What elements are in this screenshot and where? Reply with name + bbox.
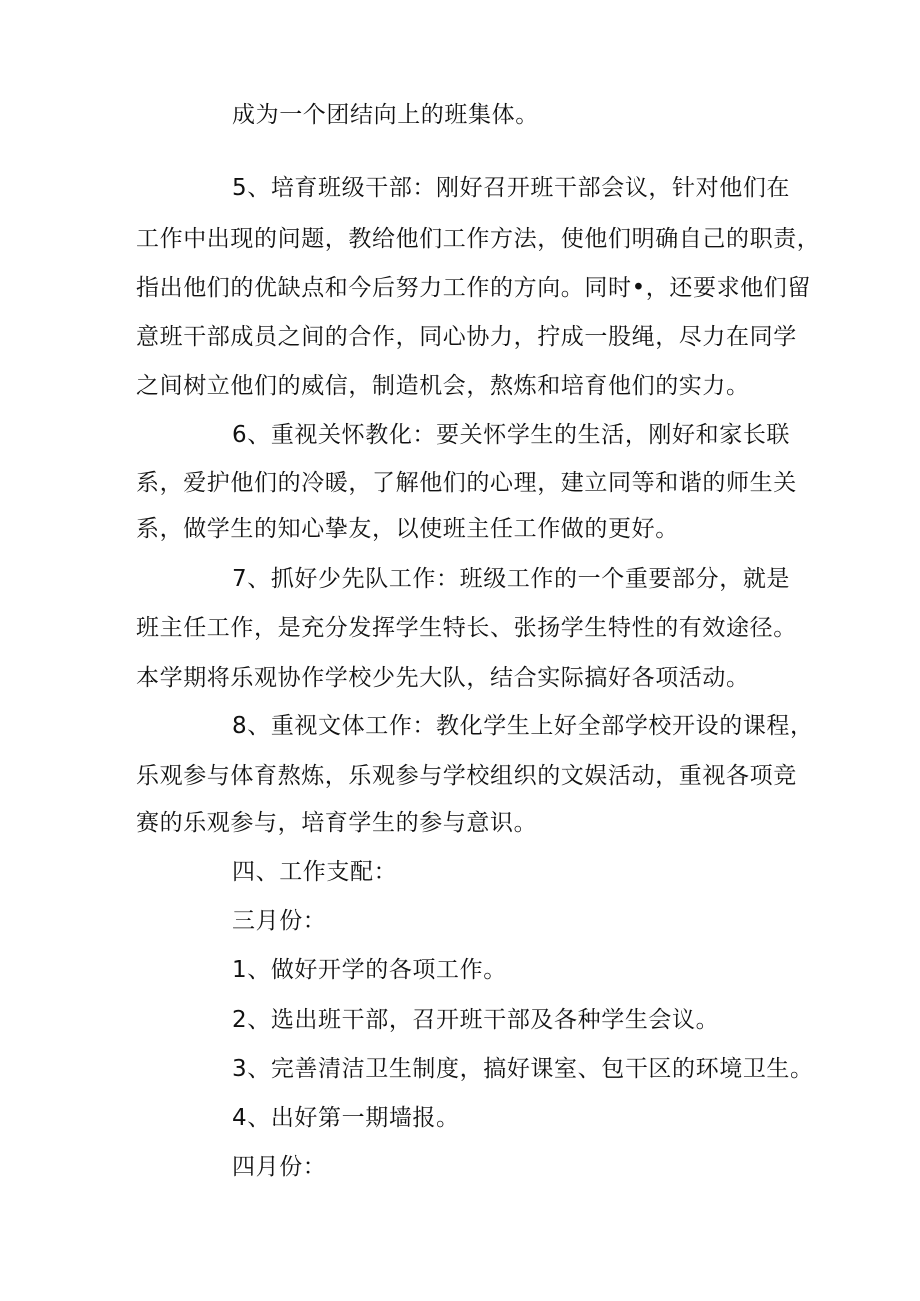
text-line: 2、选出班干部，召开班干部及各种学生会议。 [232, 1007, 720, 1033]
text-line: 工作中出现的问题，教给他们工作方法，使他们明确自己的职责， [136, 226, 821, 252]
text-line: 8、重视文体工作：教化学生上好全部学校开设的课程， [232, 713, 814, 739]
text-line: 班主任工作，是充分发挥学生特长、张扬学生特性的有效途径。 [136, 615, 797, 641]
text-line: 4、出好第一期墙报。 [232, 1105, 460, 1131]
text-line: 6、重视关怀教化：要关怀学生的生活，刚好和家长联 [232, 422, 791, 448]
text-line: 3、完善清洁卫生制度，搞好课室、包干区的环境卫生。 [232, 1056, 814, 1082]
text-line: 赛的乐观参与，培育学生的参与意识。 [136, 810, 538, 836]
text-line: 四、工作支配： [232, 859, 398, 885]
text-line: 四月份： [232, 1154, 327, 1180]
text-line: 本学期将乐观协作学校少先大队，结合实际搞好各项活动。 [136, 665, 750, 691]
text-line: 5、培育班级干部：刚好召开班干部会议，针对他们在 [232, 175, 791, 201]
text-line: 成为一个团结向上的班集体。 [232, 102, 539, 128]
text-line: 指出他们的优缺点和今后努力工作的方向。同时•，还要求他们留 [136, 275, 811, 301]
text-line: 乐观参与体育熬炼，乐观参与学校组织的文娱活动，重视各项竞 [136, 763, 797, 789]
text-line: 1、做好开学的各项工作。 [232, 957, 507, 983]
text-line: 系，爱护他们的冷暖，了解他们的心理，建立同等和谐的师生关 [136, 470, 797, 496]
text-line: 之间树立他们的威信，制造机会，熬炼和培育他们的实力。 [136, 373, 750, 399]
text-line: 系，做学生的知心挚友，以使班主任工作做的更好。 [136, 516, 679, 542]
text-line: 三月份： [232, 908, 327, 934]
text-line: 意班干部成员之间的合作，同心协力，拧成一股绳，尽力在同学 [136, 324, 797, 350]
text-line: 7、抓好少先队工作：班级工作的一个重要部分，就是 [232, 566, 791, 592]
